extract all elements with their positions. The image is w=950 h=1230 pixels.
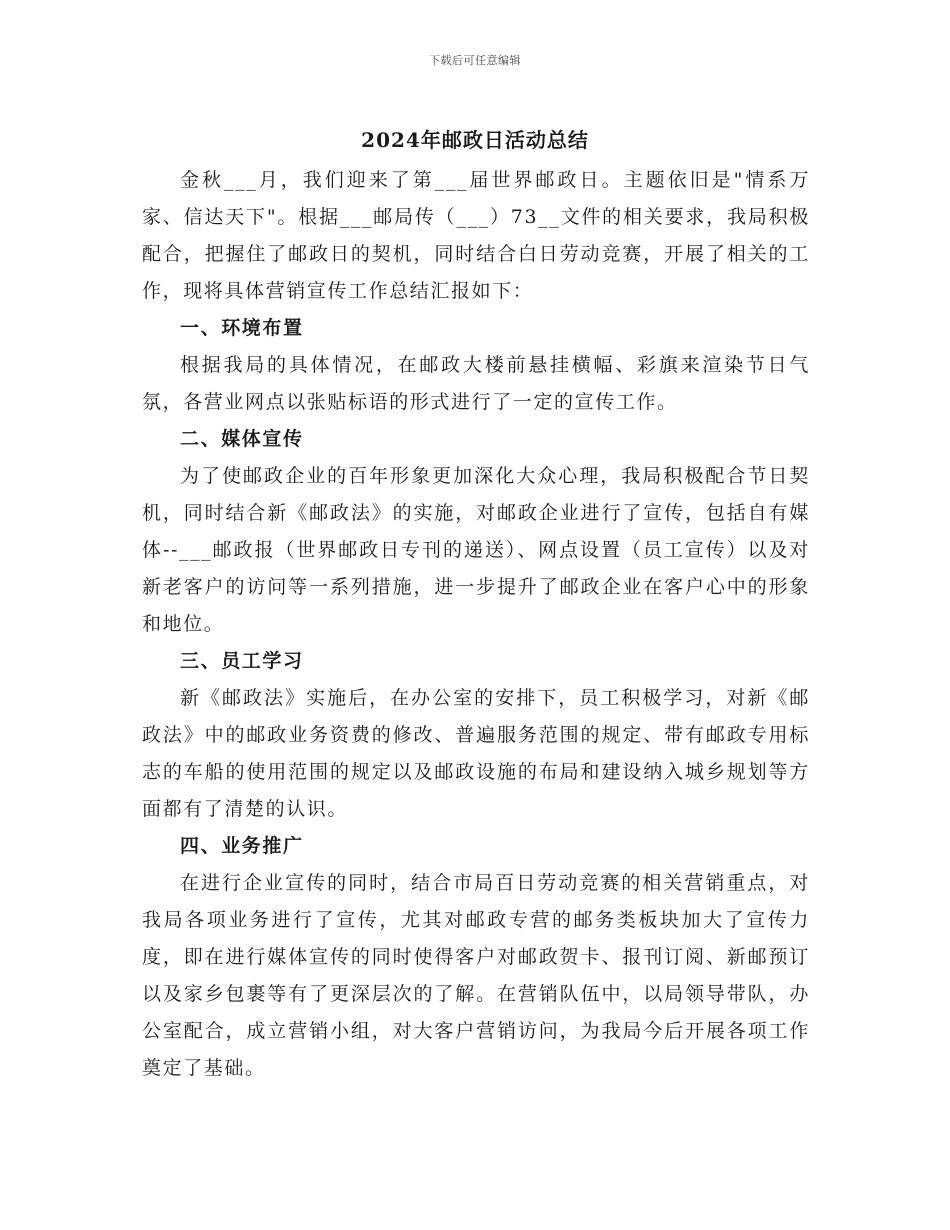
section-body-business: 在进行企业宣传的同时，结合市局百日劳动竞赛的相关营销重点，对我局各项业务进行了宣传，尤其对邮政专营的邮务类板块加大了宣传力度，即在进行媒体宣传的同时使得客户对邮政贺卡、报刊订阅、新邮预订以及家乡包裹等有了更深层次的了解。在营销队伍中，以局领导带队，办公室配合，成立营销小组，对大客户营销访问，为我局今后开展各项工作奠定了基础。: [142, 872, 810, 1079]
document-body: [142, 162, 810, 1087]
section-heading-environment: 一、环境布置: [180, 317, 304, 339]
section-heading-business: 四、业务推广: [180, 835, 304, 857]
intro-paragraph: 金秋___月，我们迎来了第___届世界邮政日。主题依旧是"情系万家、信达天下"。根据___邮局传（___）73__文件的相关要求，我局积极配合，把握住了邮政日的契机，同时结合白日劳动竞赛，开展了相关的工作，现将具体营销宣传工作总结汇报如下：: [142, 169, 810, 302]
section-body-media: 为了使邮政企业的百年形象更加深化大众心理，我局积极配合节日契机，同时结合新《邮政法》的实施，对邮政企业进行了宣传，包括自有媒体--___邮政报（世界邮政日专刊的递送）、网点设置（员工宣传）以及对新老客户的访问等一系列措施，进一步提升了邮政企业在客户心中的形象和地位。: [142, 465, 810, 635]
page-header-note: 下载后可任意编辑: [429, 54, 521, 67]
section-heading-staff-study: 三、员工学习: [180, 650, 304, 672]
section-body-staff-study: 新《邮政法》实施后，在办公室的安排下，员工积极学习，对新《邮政法》中的邮政业务资费的修改、普遍服务范围的规定、带有邮政专用标志的车船的使用范围的规定以及邮政设施的布局和建设纳入城乡规划等方面都有了清楚的认识。: [142, 687, 810, 820]
document-title: 2024年邮政日活动总结: [361, 128, 589, 152]
section-heading-media: 二、媒体宣传: [180, 428, 304, 450]
section-body-environment: 根据我局的具体情况，在邮政大楼前悬挂横幅、彩旗来渲染节日气氛，各营业网点以张贴标语的形式进行了一定的宣传工作。: [142, 354, 810, 413]
